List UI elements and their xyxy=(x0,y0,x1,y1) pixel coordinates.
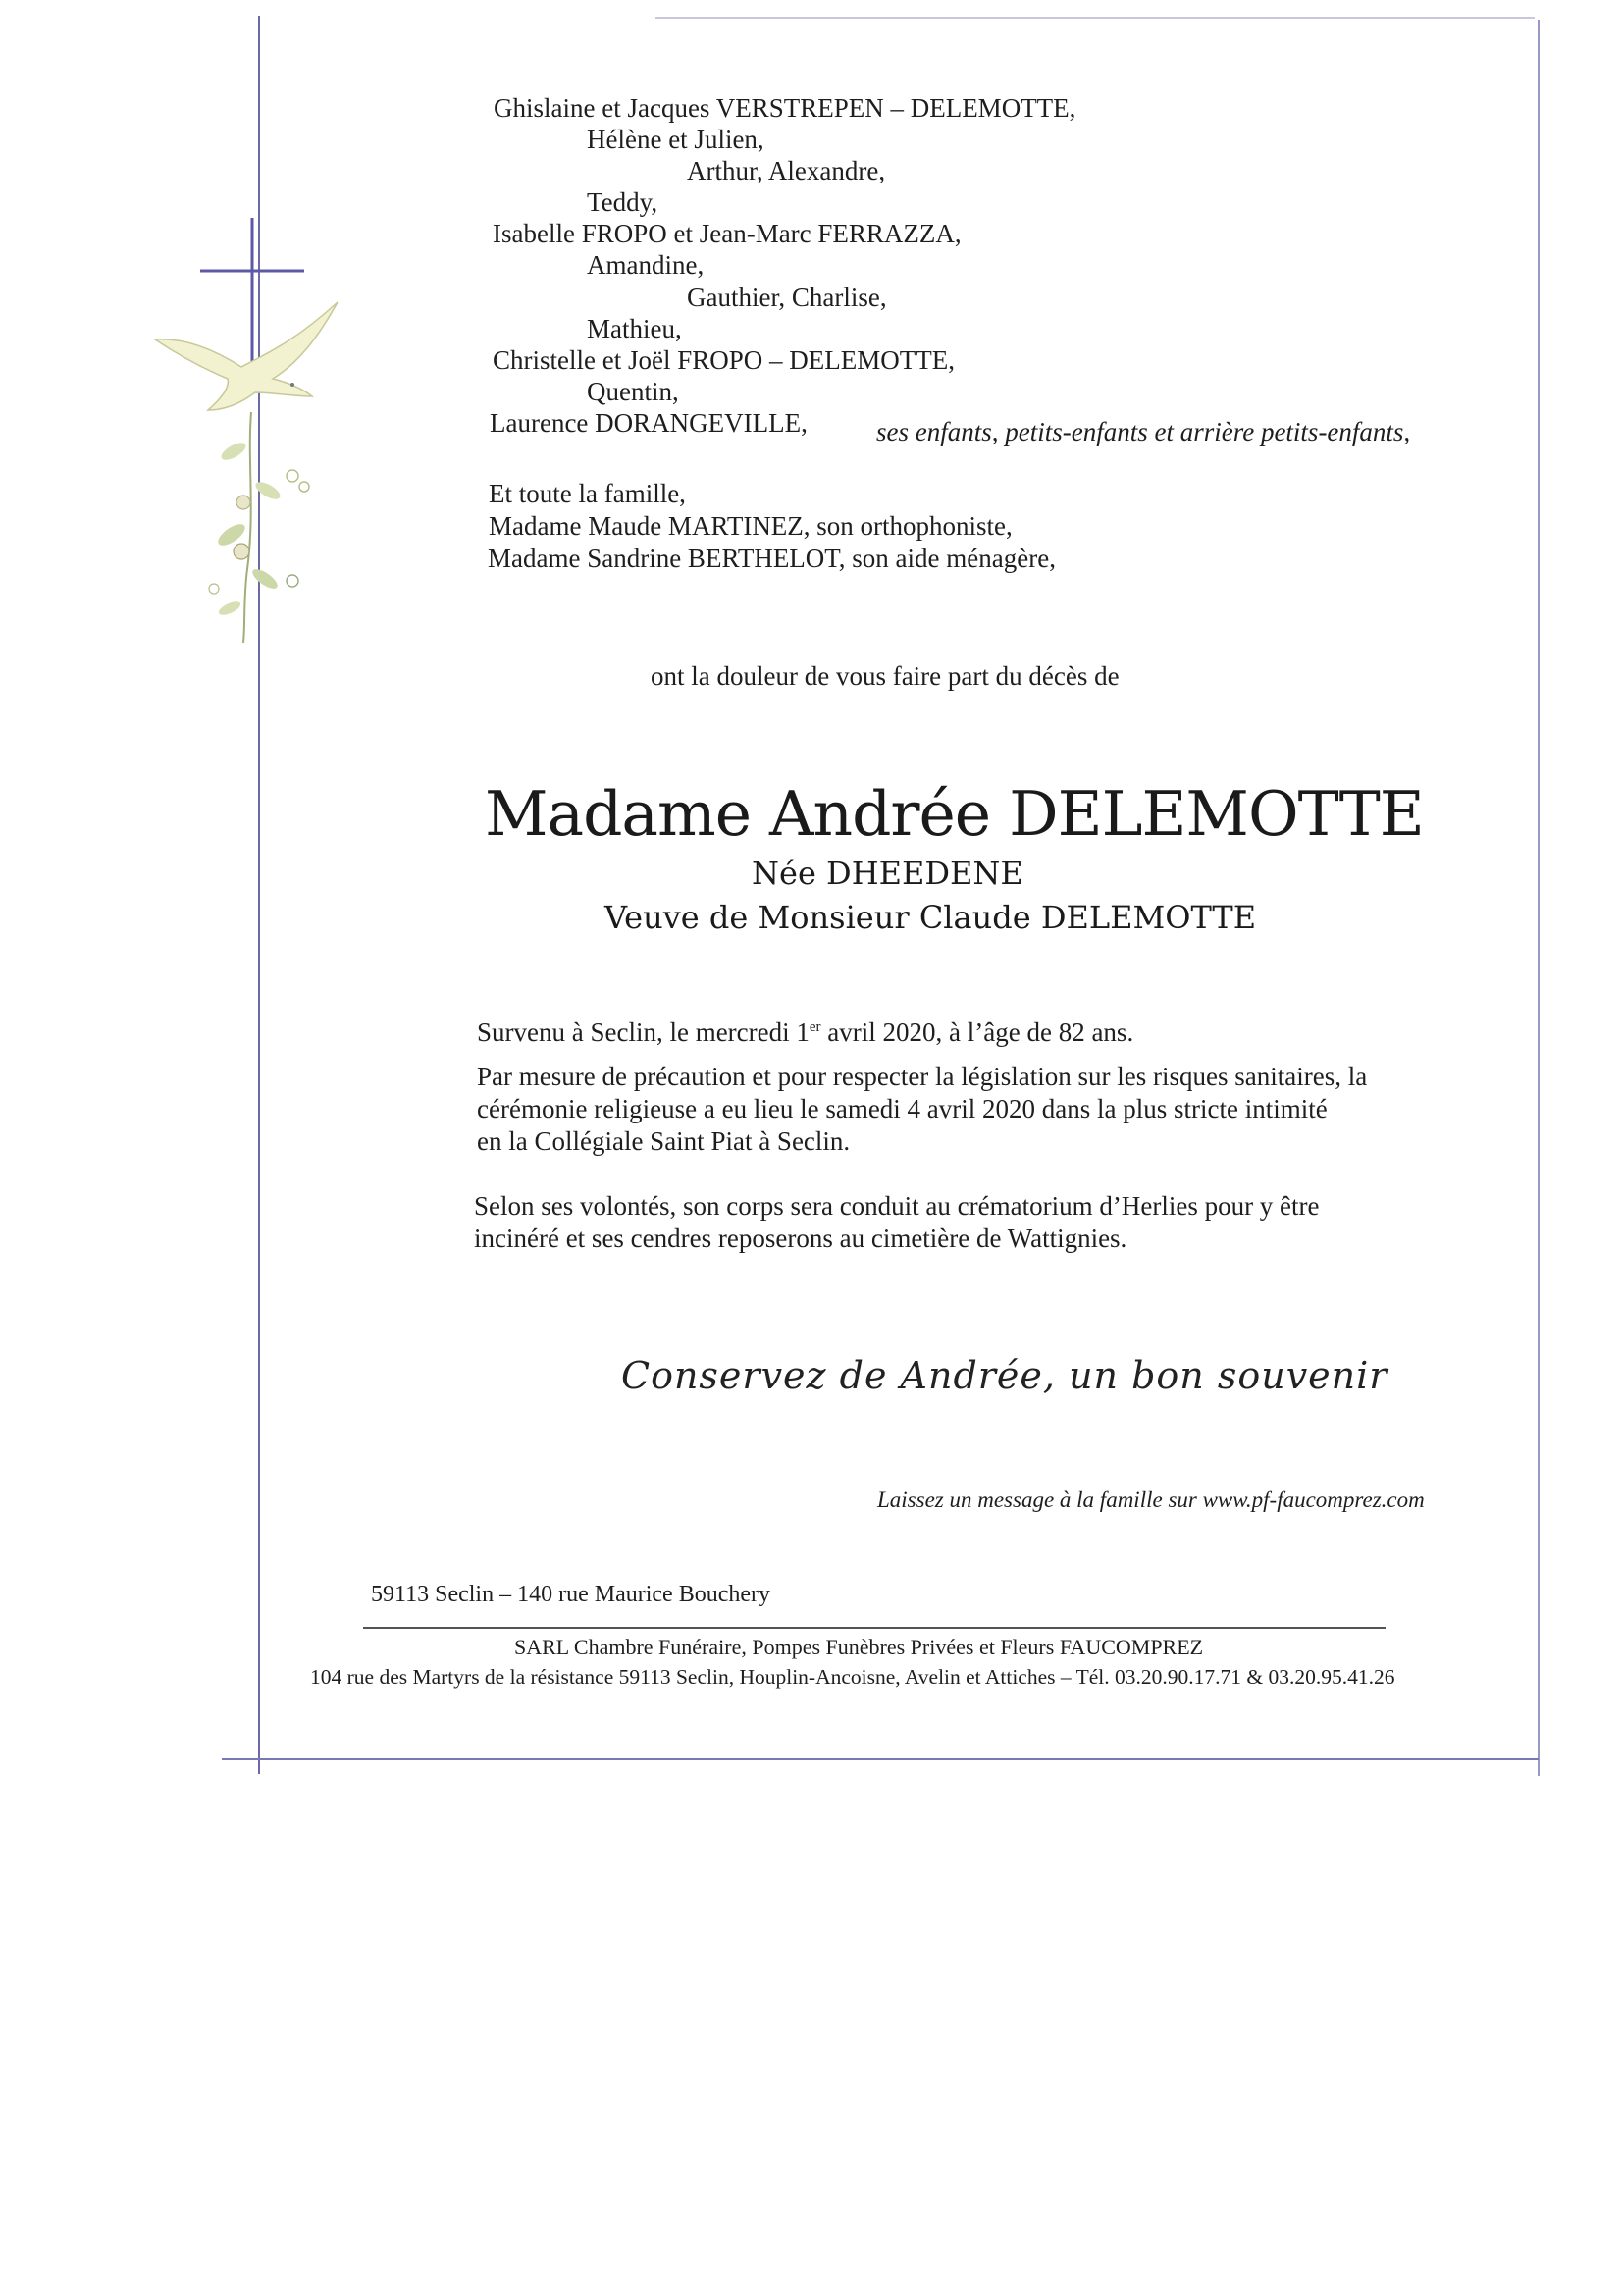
frame-top-line xyxy=(655,17,1535,19)
family-line: Mathieu, xyxy=(587,314,682,343)
widow-of: Veuve de Monsieur Claude DELEMOTTE xyxy=(604,899,1257,936)
relation-text: ses enfants, petits-enfants et arrière petits-enfants, xyxy=(876,417,1411,446)
ceremony-line: cérémonie religieuse a eu lieu le samedi 4 avril 2020 dans la plus stricte intimité xyxy=(477,1094,1328,1123)
frame-right-line xyxy=(1538,20,1540,1776)
funeral-home-contact: 104 rue des Martyrs de la résistance 59113 Seclin, Houplin-Ancoisne, Avelin et Attiches – Tél. 03.20.90.17.71 & 03.20.95.41.26 xyxy=(310,1665,1395,1689)
address-text: 59113 Seclin – 140 rue Maurice Bouchery xyxy=(371,1582,771,1607)
family-line: Arthur, Alexandre, xyxy=(687,156,886,185)
ceremony-line: Par mesure de précaution et pour respecter la législation sur les risques sanitaires, la xyxy=(477,1062,1368,1091)
death-info-text-end: avril 2020, à l’âge de 82 ans. xyxy=(820,1018,1134,1047)
remembrance-text: Conservez de Andrée, un bon souvenir xyxy=(621,1354,1388,1397)
family-line: Quentin, xyxy=(587,377,679,406)
wishes-line: incinéré et ses cendres reposerons au cimetière de Wattignies. xyxy=(474,1224,1127,1253)
death-info-text: Survenu à Seclin, le mercredi 1 xyxy=(477,1018,810,1047)
birth-name: Née DHEEDENE xyxy=(752,855,1023,892)
deceased-name: Madame Andrée DELEMOTTE xyxy=(485,778,1424,850)
family-line: Amandine, xyxy=(587,250,705,280)
footer-rule xyxy=(363,1627,1386,1629)
family-line: Teddy, xyxy=(587,187,658,217)
dove-flower-icon xyxy=(145,294,351,648)
wishes-line: Selon ses volontés, son corps sera conduit au crématorium d’Herlies pour y être xyxy=(474,1191,1320,1221)
family-line: Ghislaine et Jacques VERSTREPEN – DELEMOTTE, xyxy=(494,93,1076,123)
extended-line: Madame Maude MARTINEZ, son orthophoniste, xyxy=(489,511,1013,541)
frame-bottom-line xyxy=(222,1758,1539,1760)
death-info xyxy=(477,1017,1133,1049)
family-line: Hélène et Julien, xyxy=(587,125,764,154)
announcement-text: ont la douleur de vous faire part du décès de xyxy=(651,661,1120,691)
family-line: Gauthier, Charlise, xyxy=(687,283,887,312)
death-info-sup: er xyxy=(809,1019,821,1035)
funeral-home-name: SARL Chambre Funéraire, Pompes Funèbres Privées et Fleurs FAUCOMPREZ xyxy=(514,1635,1204,1659)
extended-line: Et toute la famille, xyxy=(489,479,686,508)
message-text: Laissez un message à la famille sur www.pf-faucomprez.com xyxy=(877,1487,1425,1512)
family-line: Isabelle FROPO et Jean-Marc FERRAZZA, xyxy=(493,219,962,248)
extended-line: Madame Sandrine BERTHELOT, son aide ménagère, xyxy=(488,544,1056,573)
family-line: Christelle et Joël FROPO – DELEMOTTE, xyxy=(493,345,955,375)
ceremony-line: en la Collégiale Saint Piat à Seclin. xyxy=(477,1126,851,1156)
family-line: Laurence DORANGEVILLE, xyxy=(490,408,808,438)
